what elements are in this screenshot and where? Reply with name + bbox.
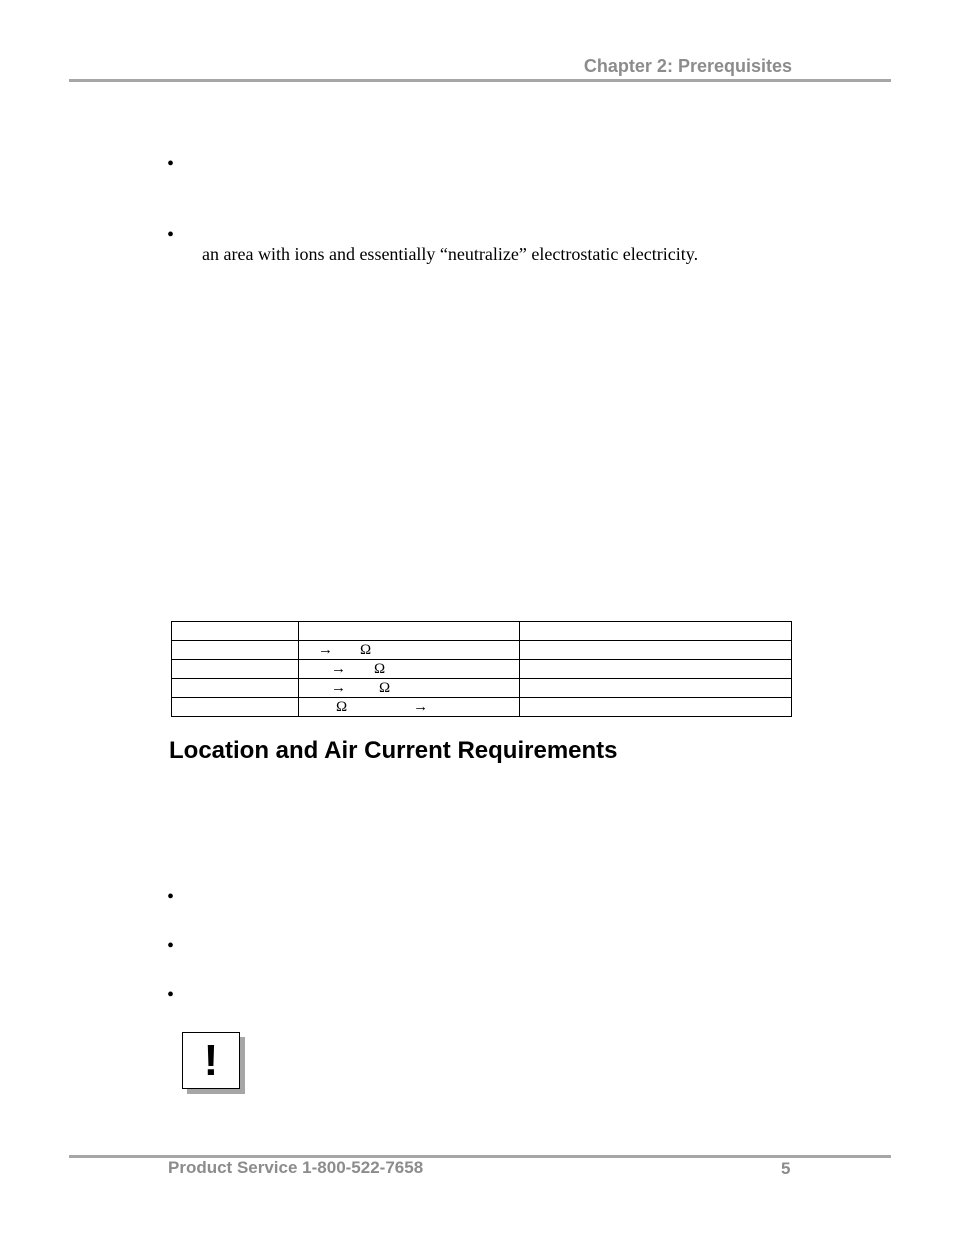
- product-service-phone: Product Service 1-800-522-7658: [168, 1158, 424, 1177]
- table-cell: [299, 660, 520, 679]
- ohm-symbol: Ω: [336, 698, 348, 715]
- table-row: [172, 660, 792, 679]
- table-row: [172, 622, 792, 641]
- table-cell: [520, 660, 792, 679]
- bullet-continuation-text: an area with ions and essentially “neutralize” electrostatic electricity.: [202, 244, 699, 264]
- table-cell: [172, 622, 299, 641]
- exclamation-icon: !: [203, 1035, 219, 1085]
- page-number: 5: [781, 1159, 791, 1178]
- table-cell: [520, 641, 792, 660]
- resistance-table: [171, 621, 792, 717]
- bullet-marker: •: [167, 935, 175, 957]
- ohm-symbol: Ω: [379, 679, 391, 696]
- bullet-marker: •: [167, 153, 175, 175]
- bullet-marker: •: [167, 886, 175, 908]
- arrow-symbol: →: [318, 641, 333, 658]
- table-cell: [520, 622, 792, 641]
- table-cell: [172, 641, 299, 660]
- table-cell: [172, 679, 299, 698]
- bullet-marker: •: [167, 984, 175, 1006]
- table-row: [172, 698, 792, 717]
- table-cell: [299, 641, 520, 660]
- table-cell: [299, 698, 520, 717]
- table-cell: [299, 622, 520, 641]
- table-cell: [520, 698, 792, 717]
- header-rule: [69, 79, 891, 82]
- arrow-symbol: →: [413, 698, 429, 715]
- section-heading: Location and Air Current Requirements: [169, 737, 618, 764]
- table-cell: [299, 679, 520, 698]
- bullet-marker: •: [167, 224, 175, 246]
- ohm-symbol: Ω: [360, 641, 372, 658]
- table-cell: [520, 679, 792, 698]
- table-cell: [172, 698, 299, 717]
- arrow-symbol: →: [331, 660, 346, 677]
- arrow-symbol: →: [331, 679, 346, 696]
- table-cell: [172, 660, 299, 679]
- table-row: [172, 641, 792, 660]
- table-row: [172, 679, 792, 698]
- warning-box: [182, 1032, 240, 1089]
- chapter-title: Chapter 2: Prerequisites: [583, 56, 792, 76]
- ohm-symbol: Ω: [374, 660, 386, 677]
